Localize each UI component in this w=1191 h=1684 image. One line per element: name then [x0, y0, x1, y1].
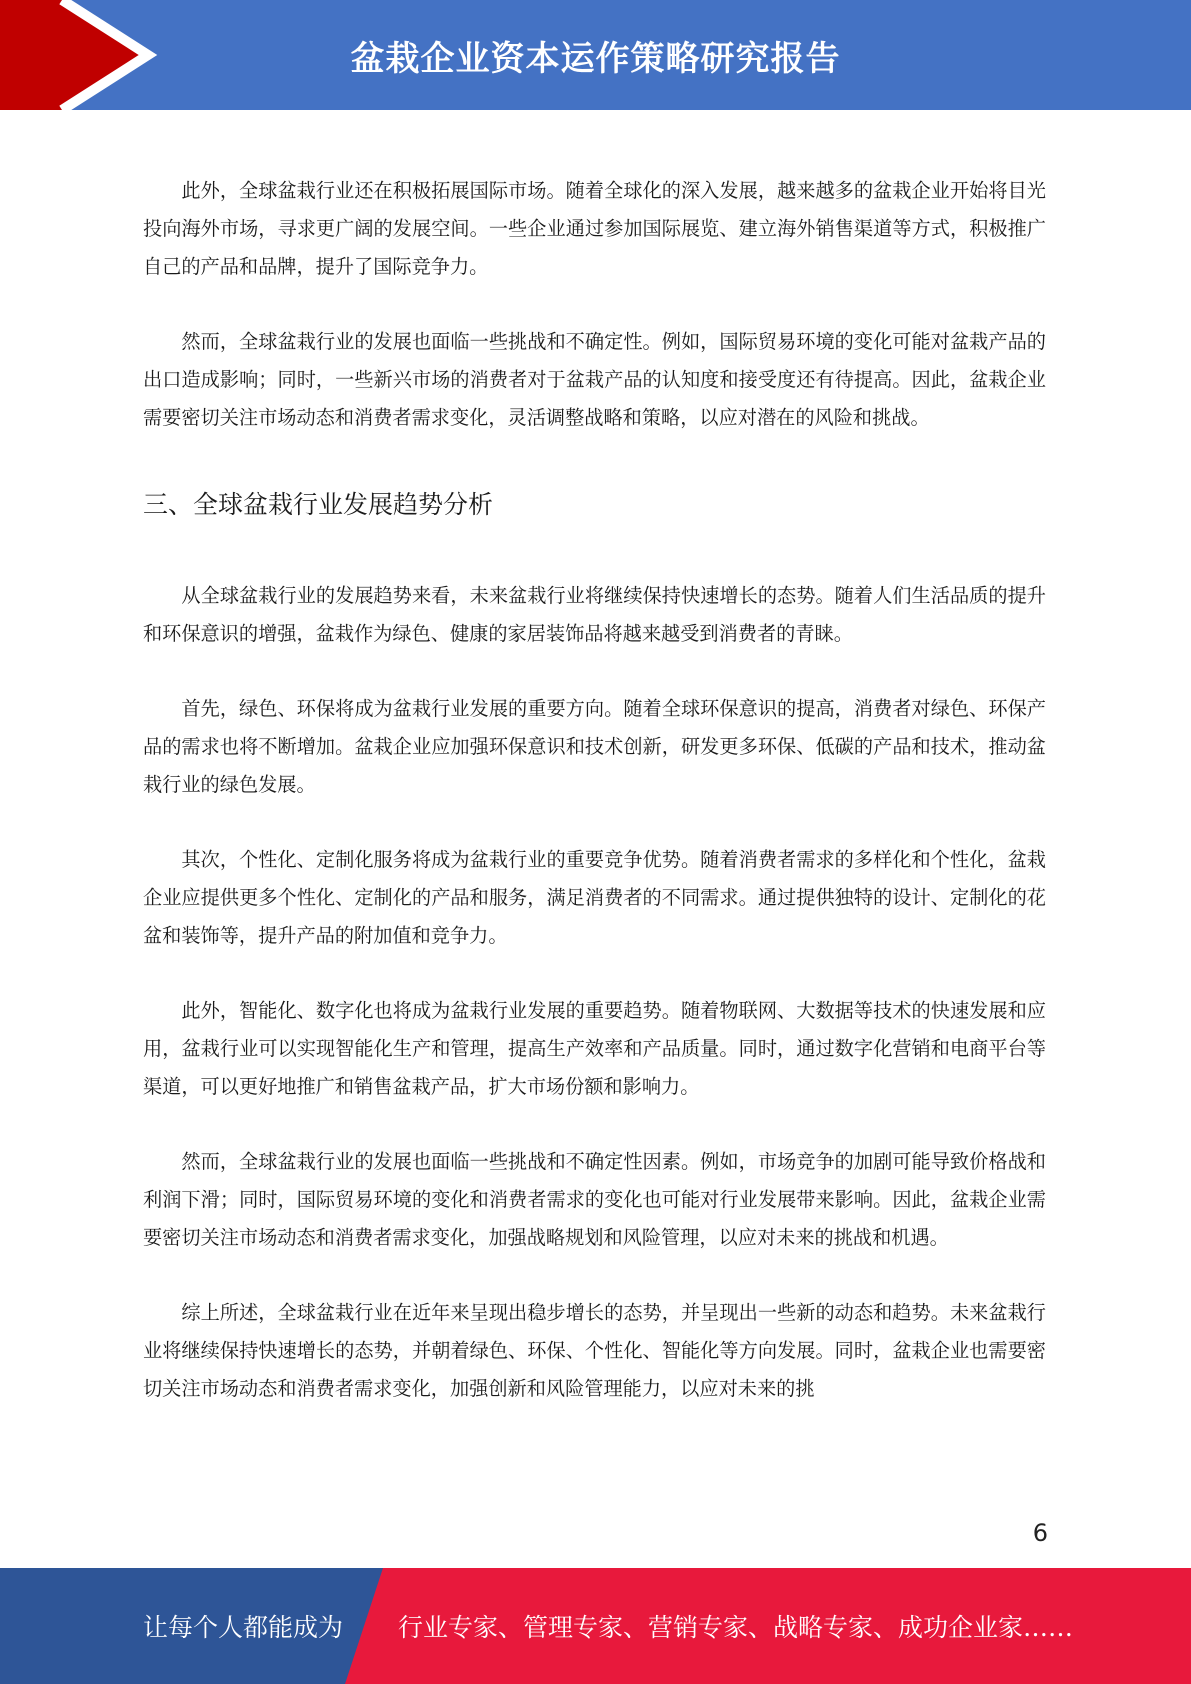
paragraph: 其次，个性化、定制化服务将成为盆栽行业的重要竞争优势。随着消费者需求的多样化和个性化，盆栽企业应提供更多个性化、定制化的产品和服务，满足消费者的不同需求。通过提供独特的设计、定制化的花盆和装饰等，提升产品的附加值和竞争力。 — [143, 848, 1046, 947]
page-footer — [0, 1568, 1191, 1684]
paragraph: 首先，绿色、环保将成为盆栽行业发展的重要方向。随着全球环保意识的提高，消费者对绿色、环保产品的需求也将不断增加。盆栽企业应加强环保意识和技术创新，研发更多环保、低碳的产品和技术，推动盆栽行业的绿色发展。 — [143, 697, 1046, 796]
paragraph: 此外，全球盆栽行业还在积极拓展国际市场。随着全球化的深入发展，越来越多的盆栽企业开始将目光投向海外市场，寻求更广阔的发展空间。一些企业通过参加国际展览、建立海外销售渠道等方式，积极推广自己的产品和品牌，提升了国际竞争力。 — [143, 179, 1046, 278]
footer-slogan-left: 让每个人都能成为 — [143, 1613, 344, 1642]
red-chevron-shape — [0, 0, 148, 110]
paragraph: 从全球盆栽行业的发展趋势来看，未来盆栽行业将继续保持快速增长的态势。随着人们生活品质的提升和环保意识的增强，盆栽作为绿色、健康的家居装饰品将越来越受到消费者的青睐。 — [143, 584, 1046, 645]
document-title: 盆栽企业资本运作策略研究报告 — [350, 38, 841, 79]
section-heading: 三、全球盆栽行业发展趋势分析 — [143, 490, 494, 519]
paragraph: 然而，全球盆栽行业的发展也面临一些挑战和不确定性。例如，国际贸易环境的变化可能对盆栽产品的出口造成影响；同时，一些新兴市场的消费者对于盆栽产品的认知度和接受度还有待提高。因此，盆栽企业需要密切关注市场动态和消费者需求变化，灵活调整战略和策略，以应对潜在的风险和挑战。 — [143, 330, 1046, 429]
paragraph: 综上所述，全球盆栽行业在近年来呈现出稳步增长的态势，并呈现出一些新的动态和趋势。未来盆栽行业将继续保持快速增长的态势，并朝着绿色、环保、个性化、智能化等方向发展。同时，盆栽企业也需要密切关注市场动态和消费者需求变化，加强创新和风险管理能力，以应对未来的挑 — [143, 1301, 1046, 1400]
paragraph: 然而，全球盆栽行业的发展也面临一些挑战和不确定性因素。例如，市场竞争的加剧可能导致价格战和利润下滑；同时，国际贸易环境的变化和消费者需求的变化也可能对行业发展带来影响。因此，盆栽企业需要密切关注市场动态和消费者需求变化，加强战略规划和风险管理，以应对未来的挑战和机遇。 — [143, 1150, 1046, 1249]
page-content — [143, 172, 1046, 1445]
footer-slogan-right: 行业专家、管理专家、营销专家、战略专家、成功企业家…… — [398, 1613, 1074, 1642]
paragraph: 此外，智能化、数字化也将成为盆栽行业发展的重要趋势。随着物联网、大数据等技术的快速发展和应用，盆栽行业可以实现智能化生产和管理，提高生产效率和产品质量。同时，通过数字化营销和电商平台等渠道，可以更好地推广和销售盆栽产品，扩大市场份额和影响力。 — [143, 999, 1046, 1098]
page-header — [0, 0, 1191, 110]
page-number: 6 — [1032, 1519, 1048, 1547]
